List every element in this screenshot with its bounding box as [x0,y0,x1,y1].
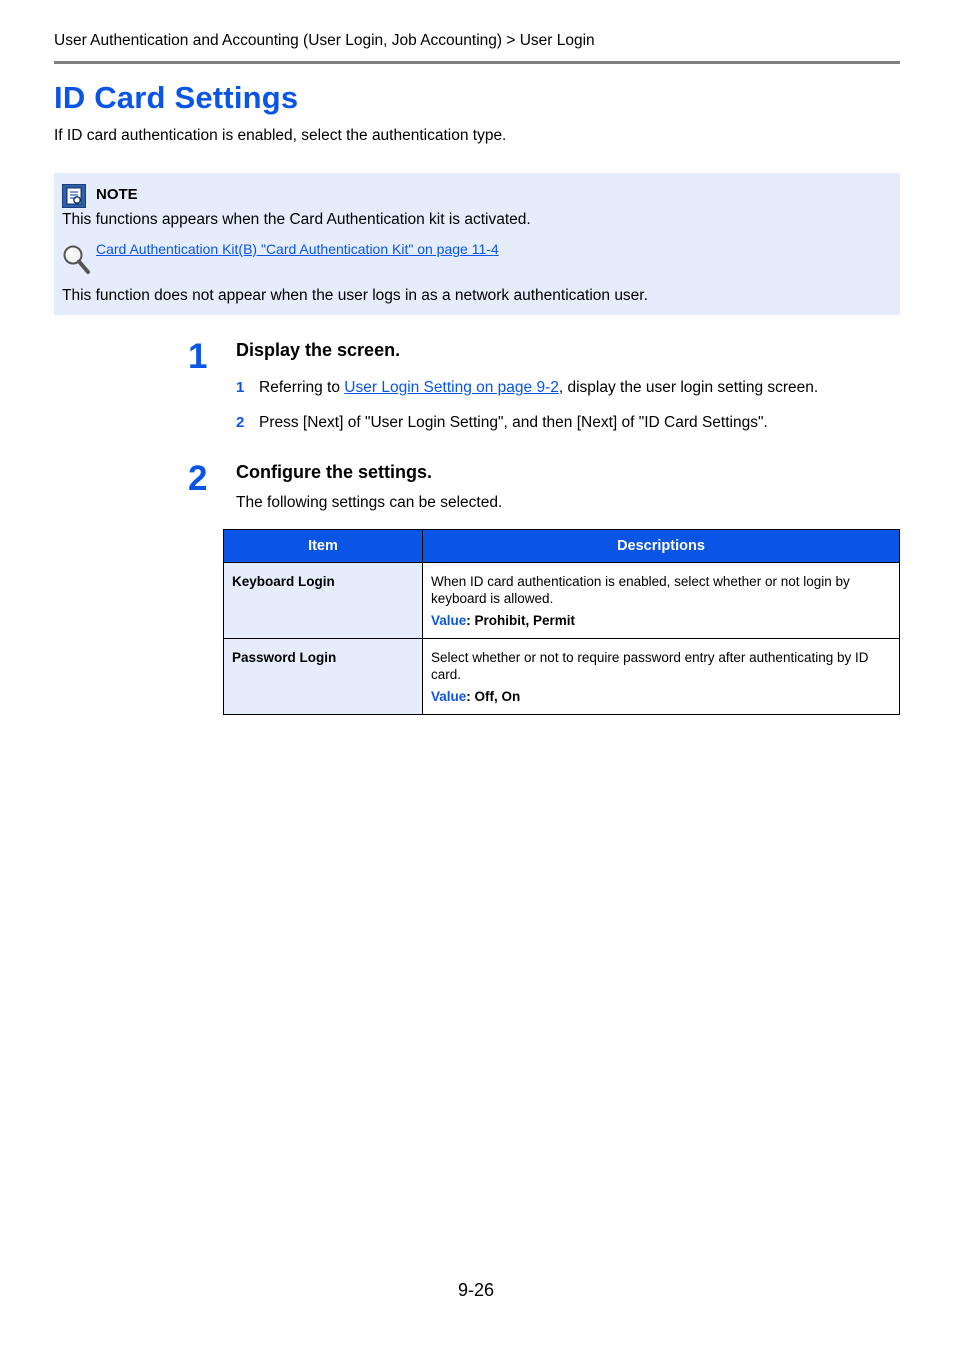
step-2-title: Configure the settings. [236,462,433,482]
note-box [54,173,900,315]
settings-table [223,529,900,715]
note-label: NOTE [96,186,138,203]
note-text: This functions appears when the Card Authentication kit is activated. [62,211,531,228]
page-number: 9-26 [458,1280,495,1300]
value-options: : Prohibit, Permit [466,613,576,628]
page-title: ID Card Settings [54,80,299,115]
table-row [224,563,900,639]
substep-1-prefix: Referring to [259,379,345,396]
magnifier-icon [61,243,93,277]
column-header-descriptions: Descriptions [423,530,900,563]
note-text-secondary: This function does not appear when the user logs in as a network authentication user. [62,287,648,304]
value-line [431,612,891,629]
table-header-row [224,530,900,563]
header-divider [54,61,900,64]
item-description: Select whether or not to require password entry after authenticating by ID card. [431,650,869,682]
value-label: Value [431,689,467,704]
intro-text: If ID card authentication is enabled, select the authentication type. [54,127,507,144]
column-header-item: Item [224,530,423,563]
item-name: Password Login [224,639,423,715]
note-icon [62,184,86,208]
item-description-cell [423,639,900,715]
item-description: When ID card authentication is enabled, select whether or not login by keyboard is allowed. [431,574,850,606]
value-line [431,688,891,705]
substep-2-number: 2 [236,414,245,431]
step-2-description: The following settings can be selected. [236,494,503,511]
value-options: : Off, On [466,689,521,704]
item-description-cell [423,563,900,639]
substep-1-number: 1 [236,379,245,396]
user-login-setting-link[interactable]: User Login Setting on page 9-2 [344,379,559,396]
step-1-number: 1 [188,337,208,376]
substep-1-text [259,379,818,397]
step-1-title: Display the screen. [236,340,401,360]
step-2-number: 2 [188,459,208,498]
substep-2-text: Press [Next] of "User Login Setting", and then [Next] of "ID Card Settings". [259,414,768,431]
card-auth-kit-link[interactable]: Card Authentication Kit(B) "Card Authentication Kit" on page 11-4 [96,241,499,257]
value-label: Value [431,613,467,628]
item-name: Keyboard Login [224,563,423,639]
table-row [224,639,900,715]
breadcrumb: User Authentication and Accounting (User Login, Job Accounting) > User Login [54,32,595,49]
substep-1-suffix: , display the user login setting screen. [558,379,819,396]
